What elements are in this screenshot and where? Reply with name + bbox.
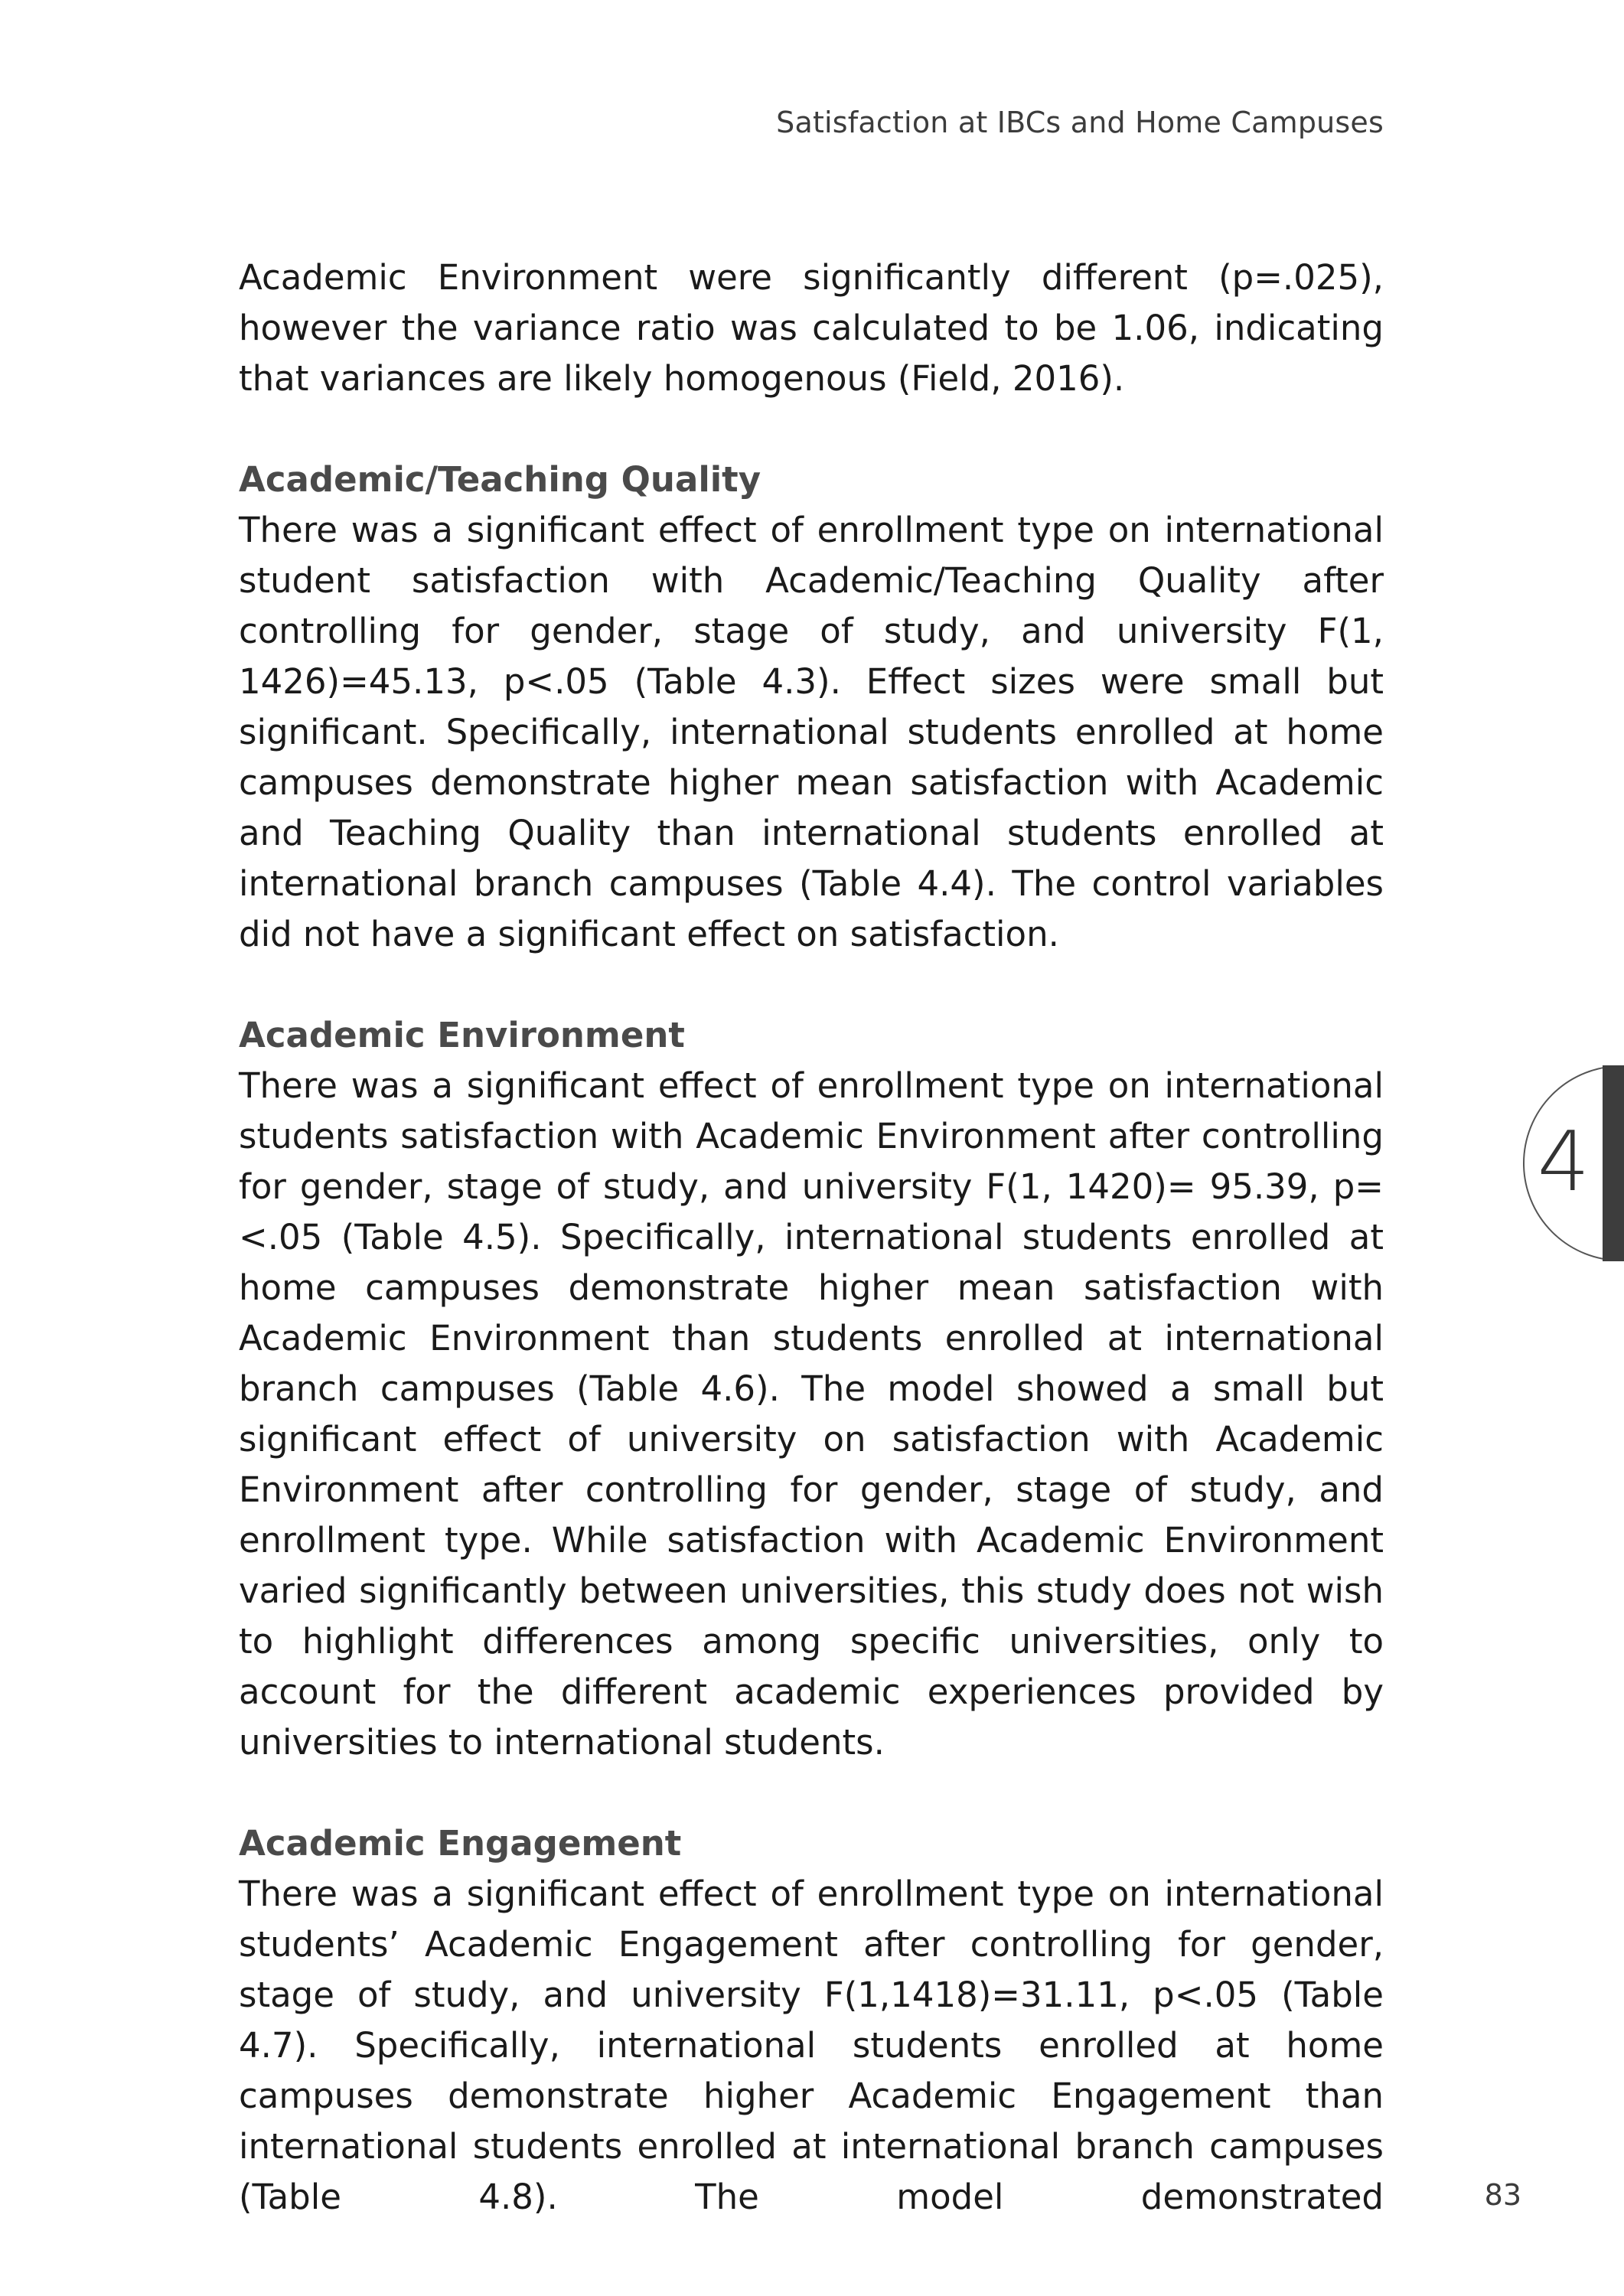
intro-paragraph: Academic Environment were significantly different (p=.025), however the variance ratio was calculated to be 1.06, indicating that variances are likely homogenous (Field, 2016). <box>239 257 1384 399</box>
page-body <box>239 253 1384 2223</box>
chapter-number: 4 <box>1537 1114 1590 1210</box>
section-body-academic-teaching-quality: There was a significant effect of enrollment type on international student satisfaction with Academic/Teaching Quality after controlling for gender, stage of study, and university F(1, 1426)=45.13, p<.05 (Table 4.3). Effect sizes were small but significant. Specifically, international students enrolled at home campuses demonstrate higher mean satisfaction with Academic and Teaching Quality than international students enrolled at international branch campuses (Table 4.4). The control variables did not have a significant effect on satisfaction. <box>239 510 1384 954</box>
chapter-tab <box>1523 1065 1624 1261</box>
chapter-tab-bar <box>1603 1065 1624 1261</box>
section-heading-academic-teaching-quality: Academic/Teaching Quality <box>239 459 761 500</box>
section-heading-academic-engagement: Academic Engagement <box>239 1823 682 1864</box>
section-body-academic-environment: There was a significant effect of enrollment type on international students satisfaction with Academic Environment after controlling for gender, stage of study, and university F(1, 1420)= 95.39, p=<.05 (Table 4.5). Specifically, international students enrolled at home campuses demonstrate higher mean satisfaction with Academic Environment than students enrolled at international branch campuses (Table 4.6). The model showed a small but significant effect of university on satisfaction with Academic Environment after controlling for gender, stage of study, and enrollment type. While satisfaction with Academic Environment varied significantly between universities, this study does not wish to highlight differences among specific universities, only to account for the different academic experiences provided by universities to international students. <box>239 1065 1384 1763</box>
running-header: Satisfaction at IBCs and Home Campuses <box>776 106 1384 139</box>
page-number: 83 <box>1484 2178 1521 2212</box>
section-heading-academic-environment: Academic Environment <box>239 1015 685 1055</box>
section-body-academic-engagement: There was a significant effect of enrollment type on international students’ Academic Engagement after controlling for gender, stage of study, and university F(1,1418)=31.11, p<.05 (Table 4.7). Specifically, international students enrolled at home campuses demonstrate higher Academic Engagement than international students enrolled at international branch campuses (Table 4.8). The model demonstrated <box>239 1874 1384 2217</box>
